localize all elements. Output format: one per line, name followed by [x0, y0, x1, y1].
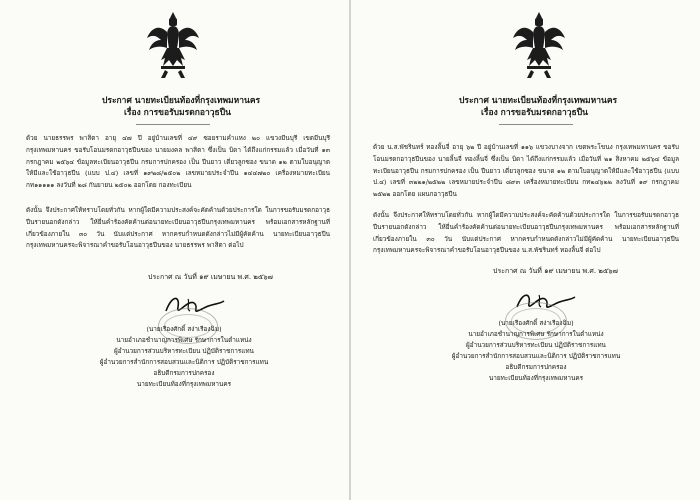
announcement-title: ประกาศ นายทะเบียนท้องที่กรุงเทพมหานคร [459, 96, 618, 106]
signatory-acting-for: ผู้อำนวยการส่วนบริหารทะเบียน ปฏิบัติราชการแทน [114, 347, 254, 355]
signatory-acting-for: ผู้อำนวยการส่วนบริหารทะเบียน ปฏิบัติราชการแทน [466, 341, 606, 349]
announcement-date: ประกาศ ณ วันที่ ๑๙ เมษายน พ.ศ. ๒๕๖๗ [493, 267, 618, 275]
title-underline [136, 124, 210, 125]
announcement-subject: เรื่อง การขอรับมรดกอาวุธปืน [481, 108, 588, 118]
signatory-department: อธิบดีกรมการปกครอง [505, 363, 567, 371]
body-paragraph-2: ดังนั้น จึงประกาศให้ทราบโดยทั่วกัน หากผู้ใดมีความประสงค์จะคัดค้านด้วยประการใด ในการขอรับมรดกอาวุธปืนรายนอกดังกล่าว ให้ยื่นคำร้องคัดค้านต่อนายทะเบียนอาวุธปืนกรุงเทพมหานคร พร้อมเอกสารหลักฐานที่เกี่ยวข้องภายใน ๓๐ วัน นับแต่ประกาศ หากครบกำหนดดังกล่าวไม่มีผู้คัดค้าน นายทะเบียนอาวุธปืนกรุงเทพมหานครจะพิจารณาคำขอรับโอนอาวุธปืนของ น.ส.พัชรินทร์ ทองลิ้นจี่ ต่อไป [373, 211, 679, 255]
signatory-registrar: นายทะเบียนท้องที่กรุงเทพมหานคร [488, 374, 584, 382]
announcement-page-right [351, 0, 700, 500]
announcement-page-left [0, 0, 349, 500]
signatory-position: นายอำเภอชำนาญการพิเศษ รักษาการในตำแหน่ง [468, 330, 604, 338]
announcement-title: ประกาศ นายทะเบียนท้องที่กรุงเทพมหานคร [102, 96, 261, 106]
signatory-name: (นายเรืองศักดิ์ สง่าเรืองฉิม) [498, 319, 574, 327]
signatory-acting-for-2: ผู้อำนวยการสำนักการสอบสวนและนิติการ ปฏิบัติราชการแทน [451, 352, 621, 360]
signatory-registrar: นายทะเบียนท้องที่กรุงเทพมหานคร [136, 380, 232, 388]
body-paragraph-1: ด้วย น.ส.พัชรินทร์ ทองลิ้นจี่ อายุ ๖๒ ปี อยู่บ้านเลขที่ ๑๑๖ แขวงบางจาก เขตพระโขนง กรุงเทพมหานคร ขอรับโอนมรดกอาวุธปืนของ นายลิ้นจี่ ทองลิ้นจี่ ซึ่งเป็น บิดา ได้ถึงแก่กรรมแล้ว เมื่อวันที่ ๒๑ สิงหาคม ๒๕๖๔ ข้อมูลทะเบียนอาวุธปืน กรมการปกครอง เป็น ปืนยาว เดี่ยวลูกซอง ขนาด ๑๒ ตามใบอนุญาตให้มีและใช้อาวุธปืน (แบบ ป.๔) เลขที่ ๓๒๒๑/๒๕๒๒ เลขหมายประจำปืน ๘๙๓ เครื่องหมายทะเบียน กท๒๔๖๒๒ ลงวันที่ ๑๙ กรกฎาคม ๒๕๒๒ ออกโดย แผนกอาวุธปืน [373, 143, 679, 199]
garuda-emblem-icon [511, 10, 567, 80]
signature-block [84, 324, 284, 414]
garuda-emblem-icon [145, 10, 201, 80]
signatory-acting-for-2: ผู้อำนวยการสำนักการสอบสวนและนิติการ ปฏิบัติราชการแทน [99, 358, 269, 366]
body-paragraph-2: ดังนั้น จึงประกาศให้ทราบโดยทั่วกัน หากผู้ใดมีความประสงค์จะคัดค้านด้วยประการใด ในการขอรับมรดกอาวุธปืนรายนอกดังกล่าว ให้ยื่นคำร้องคัดค้านต่อนายทะเบียนอาวุธปืนกรุงเทพมหานคร พร้อมเอกสารหลักฐานที่เกี่ยวข้องภายใน ๓๐ วัน นับแต่ประกาศ หากครบกำหนดดังกล่าวไม่มีผู้คัดค้าน นายทะเบียนอาวุธปืนกรุงเทพมหานครจะพิจารณาคำขอรับโอนอาวุธปืนของ นายธรรพร พาสิตา ต่อไป [26, 206, 330, 250]
signature-block [431, 318, 641, 408]
signatory-name: (นายเรืองศักดิ์ สง่าเรืองฉิม) [146, 325, 222, 333]
title-underline [499, 124, 573, 125]
signatory-department: อธิบดีกรมการปกครอง [153, 369, 215, 377]
announcement-subject: เรื่อง การขอรับมรดกอาวุธปืน [124, 108, 231, 118]
body-paragraph-1: ด้วย นายธรรพร พาสิตา อายุ ๔๗ ปี อยู่บ้านเลขที่ ๔๙ ซอยรามคำแหง ๒๐ แขวงมีนบุรี เขตมีนบุรี กรุงเทพมหานคร ขอรับโอนมรดกอาวุธปืนของ นายมงคล พาสิตา ซึ่งเป็น บิดา ได้ถึงแก่กรรมแล้ว เมื่อวันที่ ๑๓ กรกฎาคม ๒๕๖๔ ข้อมูลทะเบียนอาวุธปืน กรมการปกครอง เป็น ปืนยาว เดี่ยวลูกซอง ขนาด ๑๒ ตามใบอนุญาตให้มีและใช้อาวุธปืน (แบบ ป.๔) เลขที่ ๑๙๒๘/๒๕๐๒ เลขหมายประจำปืน ๑๔๔๗๒๐ เครื่องหมายทะเบียน กท๑๑๑๑๑ ลงวันที่ ๒๘ กันยายน ๒๕๐๒ ออกโดย กองทะเบียน [26, 134, 330, 190]
announcement-date: ประกาศ ณ วันที่ ๑๙ เมษายน พ.ศ. ๒๕๖๗ [148, 273, 273, 281]
signatory-position: นายอำเภอชำนาญการพิเศษ รักษาการในตำแหน่ง [116, 336, 252, 344]
